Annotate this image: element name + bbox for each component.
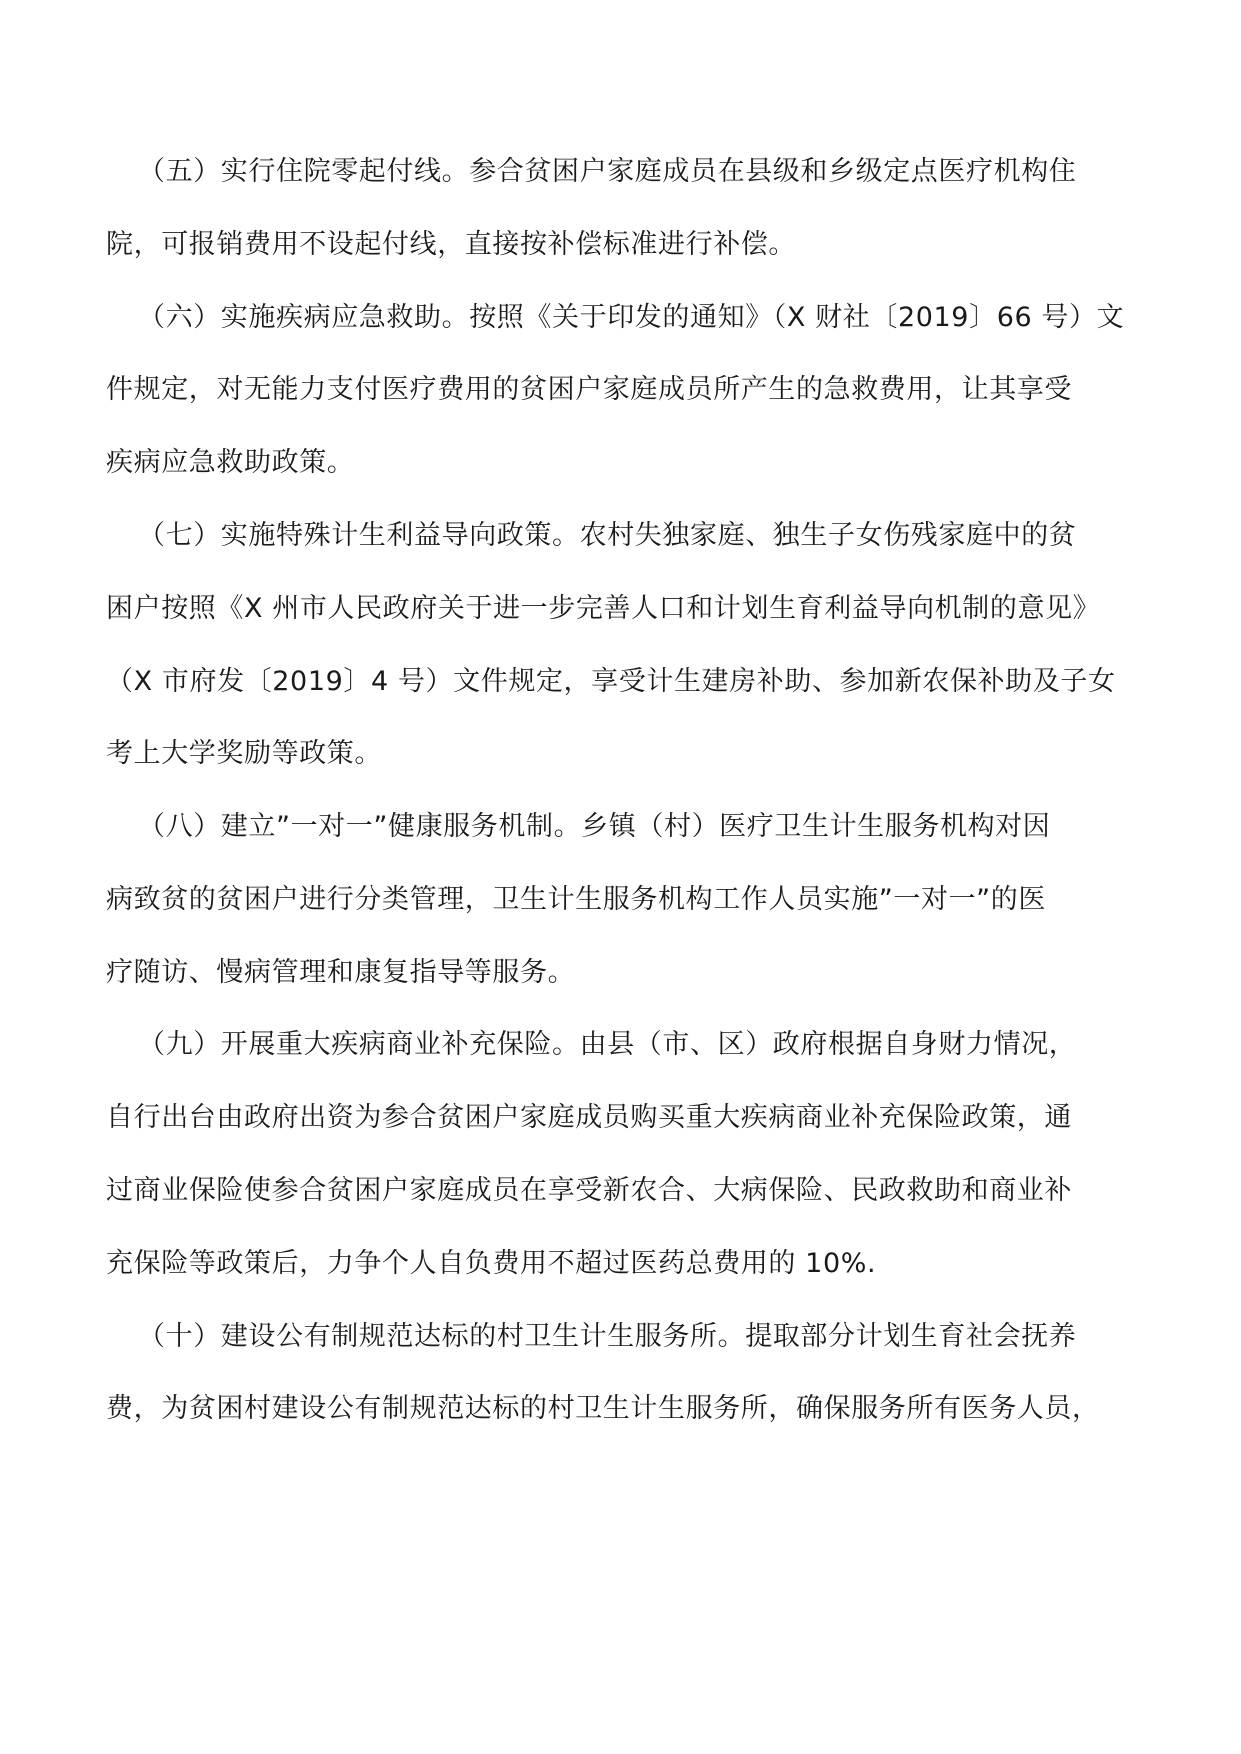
text-line: （五）实行住院零起付线。参合贫困户家庭成员在县级和乡级定点医疗机构住 <box>138 156 1077 187</box>
text-line: 过商业保险使参合贫困户家庭成员在享受新农合、大病保险、民政救助和商业补 <box>106 1175 1072 1206</box>
text-line: 困户按照《X 州市人民政府关于进一步完善人口和计划生育利益导向机制的意见》 <box>106 593 1101 624</box>
text-line: 疾病应急救助政策。 <box>106 447 355 478</box>
text-line: （六）实施疾病应急救助。按照《关于印发的通知》（X 财社〔2019〕66 号）文 <box>138 302 1125 333</box>
text-line: （X 市府发〔2019〕4 号）文件规定，享受计生建房补助、参加新农保补助及子女 <box>106 666 1116 697</box>
text-line: 自行出台由政府出资为参合贫困户家庭成员购买重大疾病商业补充保险政策，通 <box>106 1102 1072 1133</box>
text-line: 考上大学奖励等政策。 <box>106 738 382 769</box>
text-line: 费，为贫困村建设公有制规范达标的村卫生计生服务所，确保服务所有医务人员， <box>106 1393 1100 1424</box>
text-line: 件规定，对无能力支付医疗费用的贫困户家庭成员所产生的急救费用，让其享受 <box>106 374 1072 405</box>
text-line: （十）建设公有制规范达标的村卫生计生服务所。提取部分计划生育社会抚养 <box>138 1321 1077 1352</box>
text-line: 充保险等政策后，力争个人自负费用不超过医药总费用的 10%. <box>106 1248 877 1279</box>
text-line: 病致贫的贫困户进行分类管理，卫生计生服务机构工作人员实施”一对一”的医 <box>106 884 1046 915</box>
text-line: 院，可报销费用不设起付线，直接按补偿标准进行补偿。 <box>106 229 796 260</box>
text-line: （九）开展重大疾病商业补充保险。由县（市、区）政府根据自身财力情况， <box>138 1029 1077 1060</box>
text-line: （七）实施特殊计生利益导向政策。农村失独家庭、独生子女伤残家庭中的贫 <box>138 520 1077 551</box>
text-line: （八）建立”一对一”健康服务机制。乡镇（村）医疗卫生计生服务机构对因 <box>138 811 1051 842</box>
text-line: 疗随访、慢病管理和康复指导等服务。 <box>106 957 576 988</box>
